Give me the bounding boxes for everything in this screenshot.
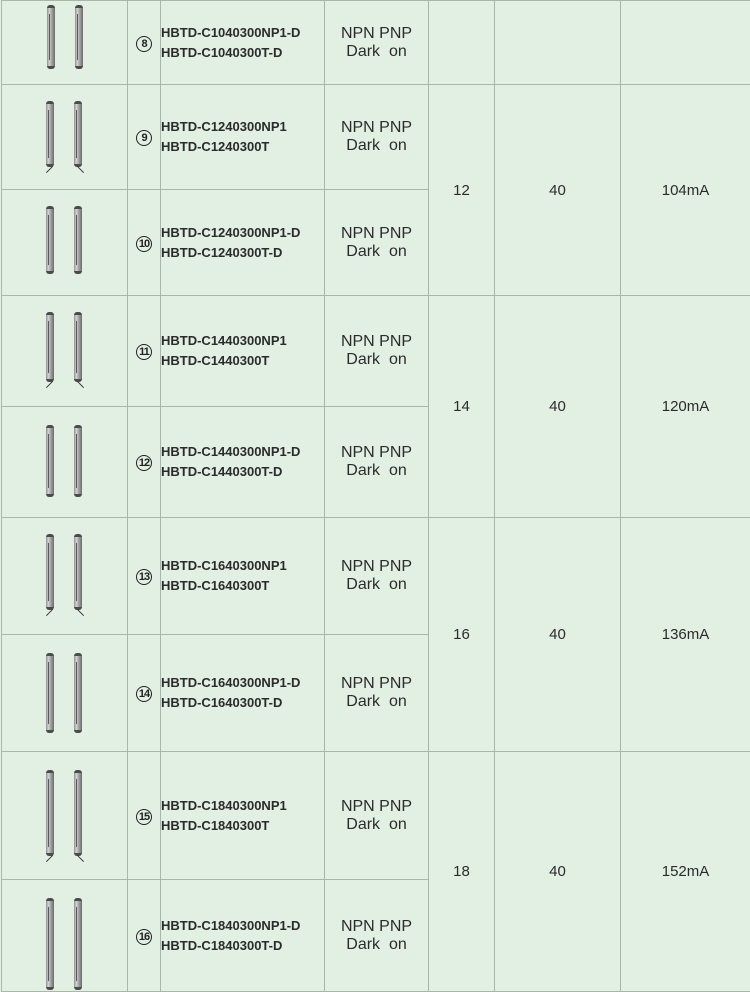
output-cell	[325, 85, 429, 190]
model-cell	[161, 85, 325, 190]
output-type: NPN PNP	[325, 798, 428, 816]
table-row	[2, 85, 750, 190]
output-type: NPN PNP	[325, 675, 428, 693]
product-image-cell	[2, 190, 128, 296]
product-image-cell	[2, 85, 128, 190]
model-number: HBTD-C1440300T-D	[161, 462, 324, 482]
row-number-cell	[128, 1, 161, 85]
output-mode: Dark on	[325, 462, 428, 480]
model-cell	[161, 518, 325, 635]
model-number: HBTD-C1440300NP1	[161, 331, 324, 351]
model-cell	[161, 880, 325, 992]
output-mode: Dark on	[325, 693, 428, 711]
table-row	[2, 518, 750, 635]
model-number: HBTD-C1440300T	[161, 351, 324, 371]
output-cell	[325, 752, 429, 880]
product-image-cell	[2, 296, 128, 407]
empty-cell	[495, 1, 621, 85]
table-row	[2, 1, 750, 85]
output-cell	[325, 1, 429, 85]
row-number-cell	[128, 518, 161, 635]
output-cell	[325, 518, 429, 635]
row-number: 13	[136, 569, 152, 585]
model-cell	[161, 1, 325, 85]
model-number: HBTD-C1640300T-D	[161, 693, 324, 713]
output-type: NPN PNP	[325, 333, 428, 351]
row-number-cell	[128, 190, 161, 296]
axes-count-cell: 14	[429, 296, 495, 518]
model-number: HBTD-C1040300T-D	[161, 43, 324, 63]
product-image-cell	[2, 1, 128, 85]
row-number: 8	[136, 36, 152, 52]
product-image-cell	[2, 752, 128, 880]
beam-spacing-cell: 40	[495, 296, 621, 518]
row-number: 11	[136, 344, 152, 360]
output-mode: Dark on	[325, 137, 428, 155]
product-image-cell	[2, 635, 128, 752]
model-cell	[161, 407, 325, 518]
output-type: NPN PNP	[325, 225, 428, 243]
model-number: HBTD-C1640300NP1	[161, 556, 324, 576]
model-number: HBTD-C1240300NP1-D	[161, 223, 324, 243]
beam-spacing-cell: 40	[495, 518, 621, 752]
model-number: HBTD-C1640300NP1-D	[161, 673, 324, 693]
model-cell	[161, 190, 325, 296]
row-number: 9	[136, 130, 152, 146]
output-cell	[325, 296, 429, 407]
table-row	[2, 296, 750, 407]
output-mode: Dark on	[325, 43, 428, 61]
row-number: 10	[136, 236, 152, 252]
row-number-cell	[128, 407, 161, 518]
output-cell	[325, 190, 429, 296]
model-cell	[161, 635, 325, 752]
row-number-cell	[128, 635, 161, 752]
output-cell	[325, 407, 429, 518]
model-number: HBTD-C1840300NP1	[161, 796, 324, 816]
model-number: HBTD-C1240300NP1	[161, 117, 324, 137]
product-image-cell	[2, 407, 128, 518]
row-number: 12	[136, 455, 152, 471]
output-mode: Dark on	[325, 936, 428, 954]
output-mode: Dark on	[325, 816, 428, 834]
row-number-cell	[128, 880, 161, 992]
current-cell: 136mA	[621, 518, 750, 752]
current-cell: 152mA	[621, 752, 750, 992]
current-cell: 120mA	[621, 296, 750, 518]
row-number-cell	[128, 296, 161, 407]
beam-spacing-cell: 40	[495, 752, 621, 992]
output-mode: Dark on	[325, 576, 428, 594]
output-type: NPN PNP	[325, 918, 428, 936]
empty-cell	[621, 1, 750, 85]
row-number: 16	[136, 929, 152, 945]
output-cell	[325, 635, 429, 752]
model-number: HBTD-C1240300T	[161, 137, 324, 157]
axes-count-cell: 18	[429, 752, 495, 992]
model-number: HBTD-C1440300NP1-D	[161, 442, 324, 462]
model-number: HBTD-C1640300T	[161, 576, 324, 596]
model-number: HBTD-C1840300T-D	[161, 936, 324, 956]
product-image-cell	[2, 880, 128, 992]
current-cell: 104mA	[621, 85, 750, 296]
row-number: 15	[136, 809, 152, 825]
beam-spacing-cell: 40	[495, 85, 621, 296]
output-mode: Dark on	[325, 243, 428, 261]
row-number: 14	[136, 686, 152, 702]
axes-count-cell: 12	[429, 85, 495, 296]
model-number: HBTD-C1040300NP1-D	[161, 23, 324, 43]
table-row	[2, 752, 750, 880]
output-type: NPN PNP	[325, 119, 428, 137]
model-cell	[161, 752, 325, 880]
spec-table	[1, 0, 750, 992]
output-cell	[325, 880, 429, 992]
model-number: HBTD-C1240300T-D	[161, 243, 324, 263]
output-type: NPN PNP	[325, 558, 428, 576]
output-type: NPN PNP	[325, 444, 428, 462]
row-number-cell	[128, 85, 161, 190]
product-image-cell	[2, 518, 128, 635]
output-type: NPN PNP	[325, 25, 428, 43]
model-number: HBTD-C1840300T	[161, 816, 324, 836]
model-cell	[161, 296, 325, 407]
output-mode: Dark on	[325, 351, 428, 369]
model-number: HBTD-C1840300NP1-D	[161, 916, 324, 936]
axes-count-cell: 16	[429, 518, 495, 752]
empty-cell	[429, 1, 495, 85]
row-number-cell	[128, 752, 161, 880]
